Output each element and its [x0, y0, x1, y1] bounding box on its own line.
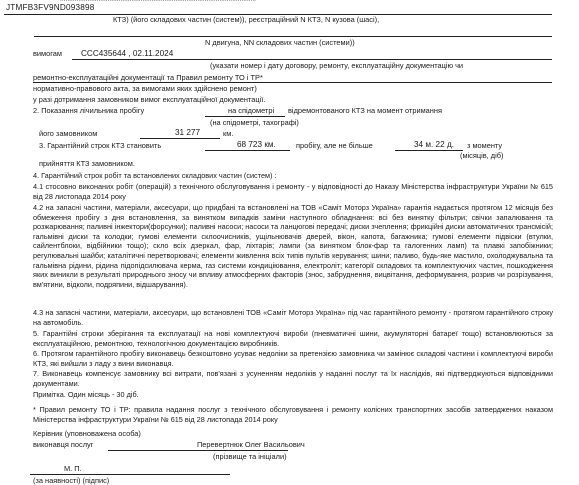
- signature-underline: [108, 450, 288, 451]
- clause-4-1: 4.1 стосовно виконаних робіт (операцій) з технічного обслуговування і ремонту - у відповідності до Наказу Міністерства інфраструктури України № 615 від 28 листопада 2014 року: [33, 182, 553, 201]
- requirements-label: вимогам: [33, 49, 62, 58]
- warranty-time: 34 м. 22 д.: [414, 140, 454, 149]
- odometer-label: 2. Показання лічильника пробігу: [33, 106, 145, 115]
- stamp-underline: [30, 474, 230, 475]
- customer-label: його замовником: [39, 129, 98, 138]
- executor-label: виконавця послуг: [33, 440, 94, 449]
- clause-4: 4. Гарантійний строк робіт та встановлених складових частин (систем) :: [33, 171, 277, 180]
- clause-6: 6. Протягом гарантійного пробігу виконавець безкоштовно усуває недоліки за претензією замовника чи замінює складові частини і комплектуючі вироби КТЗ, які вийшли з ладу з вини виконавця.: [33, 349, 553, 368]
- stamp-label: М. П.: [64, 464, 82, 473]
- warranty-from-text: з моменту: [467, 141, 503, 150]
- contract-number: CCC435644 , 02.11.2024: [81, 49, 174, 58]
- head-label: Керівник (уповноважена особа): [33, 429, 141, 438]
- contract-caption-2: ремонтно-експлуатаційні документації та Правил ремонту ТО і ТР*: [33, 73, 263, 82]
- odometer-underline: [140, 138, 220, 139]
- engine-caption-line: N двигуна, NN складових частин (системи)): [205, 38, 355, 47]
- warranty-period-label: 3. Гарантійний строк КТЗ становить: [39, 141, 162, 150]
- requirements-underline: [72, 59, 552, 60]
- clause-4-3: 4.3 на запасні частини, матеріали, аксесуари, що встановлені ТОВ «Саміт Моторз Україна» під час гарантійного ремонту - протягом гарантійного строку на автомобіль.: [33, 308, 553, 327]
- footnote: * Правил ремонту ТО і ТР: правила надання послуг з технічного обслуговування і ремонту колісних транспортних засобів затверджених наказом Міністерства інфраструктури України № 615 від 28 листопада 2014 року: [33, 405, 553, 424]
- repaired-vehicle-caption: відремонтованого КТЗ на момент отримання: [288, 106, 442, 115]
- engine-underline: [34, 36, 552, 37]
- warranty-mileage-underline: [205, 150, 290, 151]
- clause-5: 5. Гарантійні строки зберігання та експлуатації на нові комплектуючі вироби (пневматичні шини, акумуляторні батареї тощо) встановлюються за експлуатаційною, ремонтною, технологічною документацією виробників.: [33, 329, 553, 348]
- warranty-mid-text: пробігу, але не більше: [296, 141, 373, 150]
- odometer-value: 31 277: [175, 128, 201, 137]
- contract-caption-3: нормативно-правового акта, за вимогами яких здійснено ремонт): [33, 84, 257, 93]
- speedometer-caption: на спідометрі: [228, 106, 275, 115]
- signatory-name-caption: (прізвище та ініціали): [213, 452, 287, 461]
- clause-4-2: 4.2 на запасні частини, матеріали, аксесуари, що придбані та встановлені на ТОВ «Саміт Моторз Україна» гарантія надається протягом 12 місяців без обмеження пробігу з дня встановлення, за винятком випадків заміни наступного обладнання: всі без винятку фільтри; свічки запалювання та розжарювання; паливні інжектори(форсунки); паливні насоси; насоси та ланцюгові передачі; диски зчеплення; фрикційні диски автоматичних трансмісій; гальмівні диски та колодки; гумові елементи склоочисників, ущільнювачів дверей, вікон, капота, багажника; гумові елементи підвіски (втулки, сайлентблоки, відбійники тощо); скло всіх дзеркал, фар, ліхтарів; лампи (за винятком блок-фар та галогенних ламп) та плавкі запобіжники; регулювальні шайби; каталітичні перетворювачі; елементи живлення всіх типів пультів керування; шини; паливо, будь-яке мастило, охолоджувальна та гальмівна рідини, рідина підопідсилювача керма, газ системи кондиціювання, електроліт; категорії складових та комплектуючих частин, пошкодження яких виникли в результаті природнього зносу чи впливу атмосферних факторів (знос, забруднення, вицвітання, деформування, розрив чи розрізування, вм'ятини, відколи, подряпини, відшарування).: [33, 203, 553, 289]
- signatory-name: Перевертнюк Олег Васильович: [197, 440, 305, 449]
- clause-7: 7. Виконавець компенсує замовнику всі витрати, пов'язані з усуненням недоліків у наданні послуг та їх наслідків, які підтверджуються відповідними документами.: [33, 369, 553, 388]
- acceptance-line: прийняття КТЗ замовником.: [39, 159, 135, 168]
- operating-docs-line: у разі дотримання замовником вимог експлуатаційної документації.: [33, 95, 266, 104]
- warranty-mileage: 68 723 км.: [237, 140, 276, 149]
- bottom-cut-caption: (за наявності) (підпис): [33, 476, 110, 485]
- vehicle-caption-line: КТЗ) (його складових частин (систем)), реєстраційний N КТЗ, N кузова (шасі),: [113, 15, 380, 24]
- month-note: Примітка. Один місяць - 30 діб.: [33, 390, 139, 399]
- warranty-time-underline: [395, 150, 463, 151]
- speedometer-underline: [205, 116, 285, 117]
- speedometer-subcaption: (на спідометрі, тахографі): [210, 118, 299, 127]
- contract-caption-1: (указати номер і дату договору, ремонту, експлуатаційну документацію чи: [210, 61, 464, 70]
- contract-caption-underline: [33, 82, 552, 83]
- months-caption: (місяців, діб): [460, 151, 504, 160]
- odometer-unit: км.: [223, 129, 234, 138]
- vin-number: JTMFB3FV9ND093898: [6, 3, 95, 12]
